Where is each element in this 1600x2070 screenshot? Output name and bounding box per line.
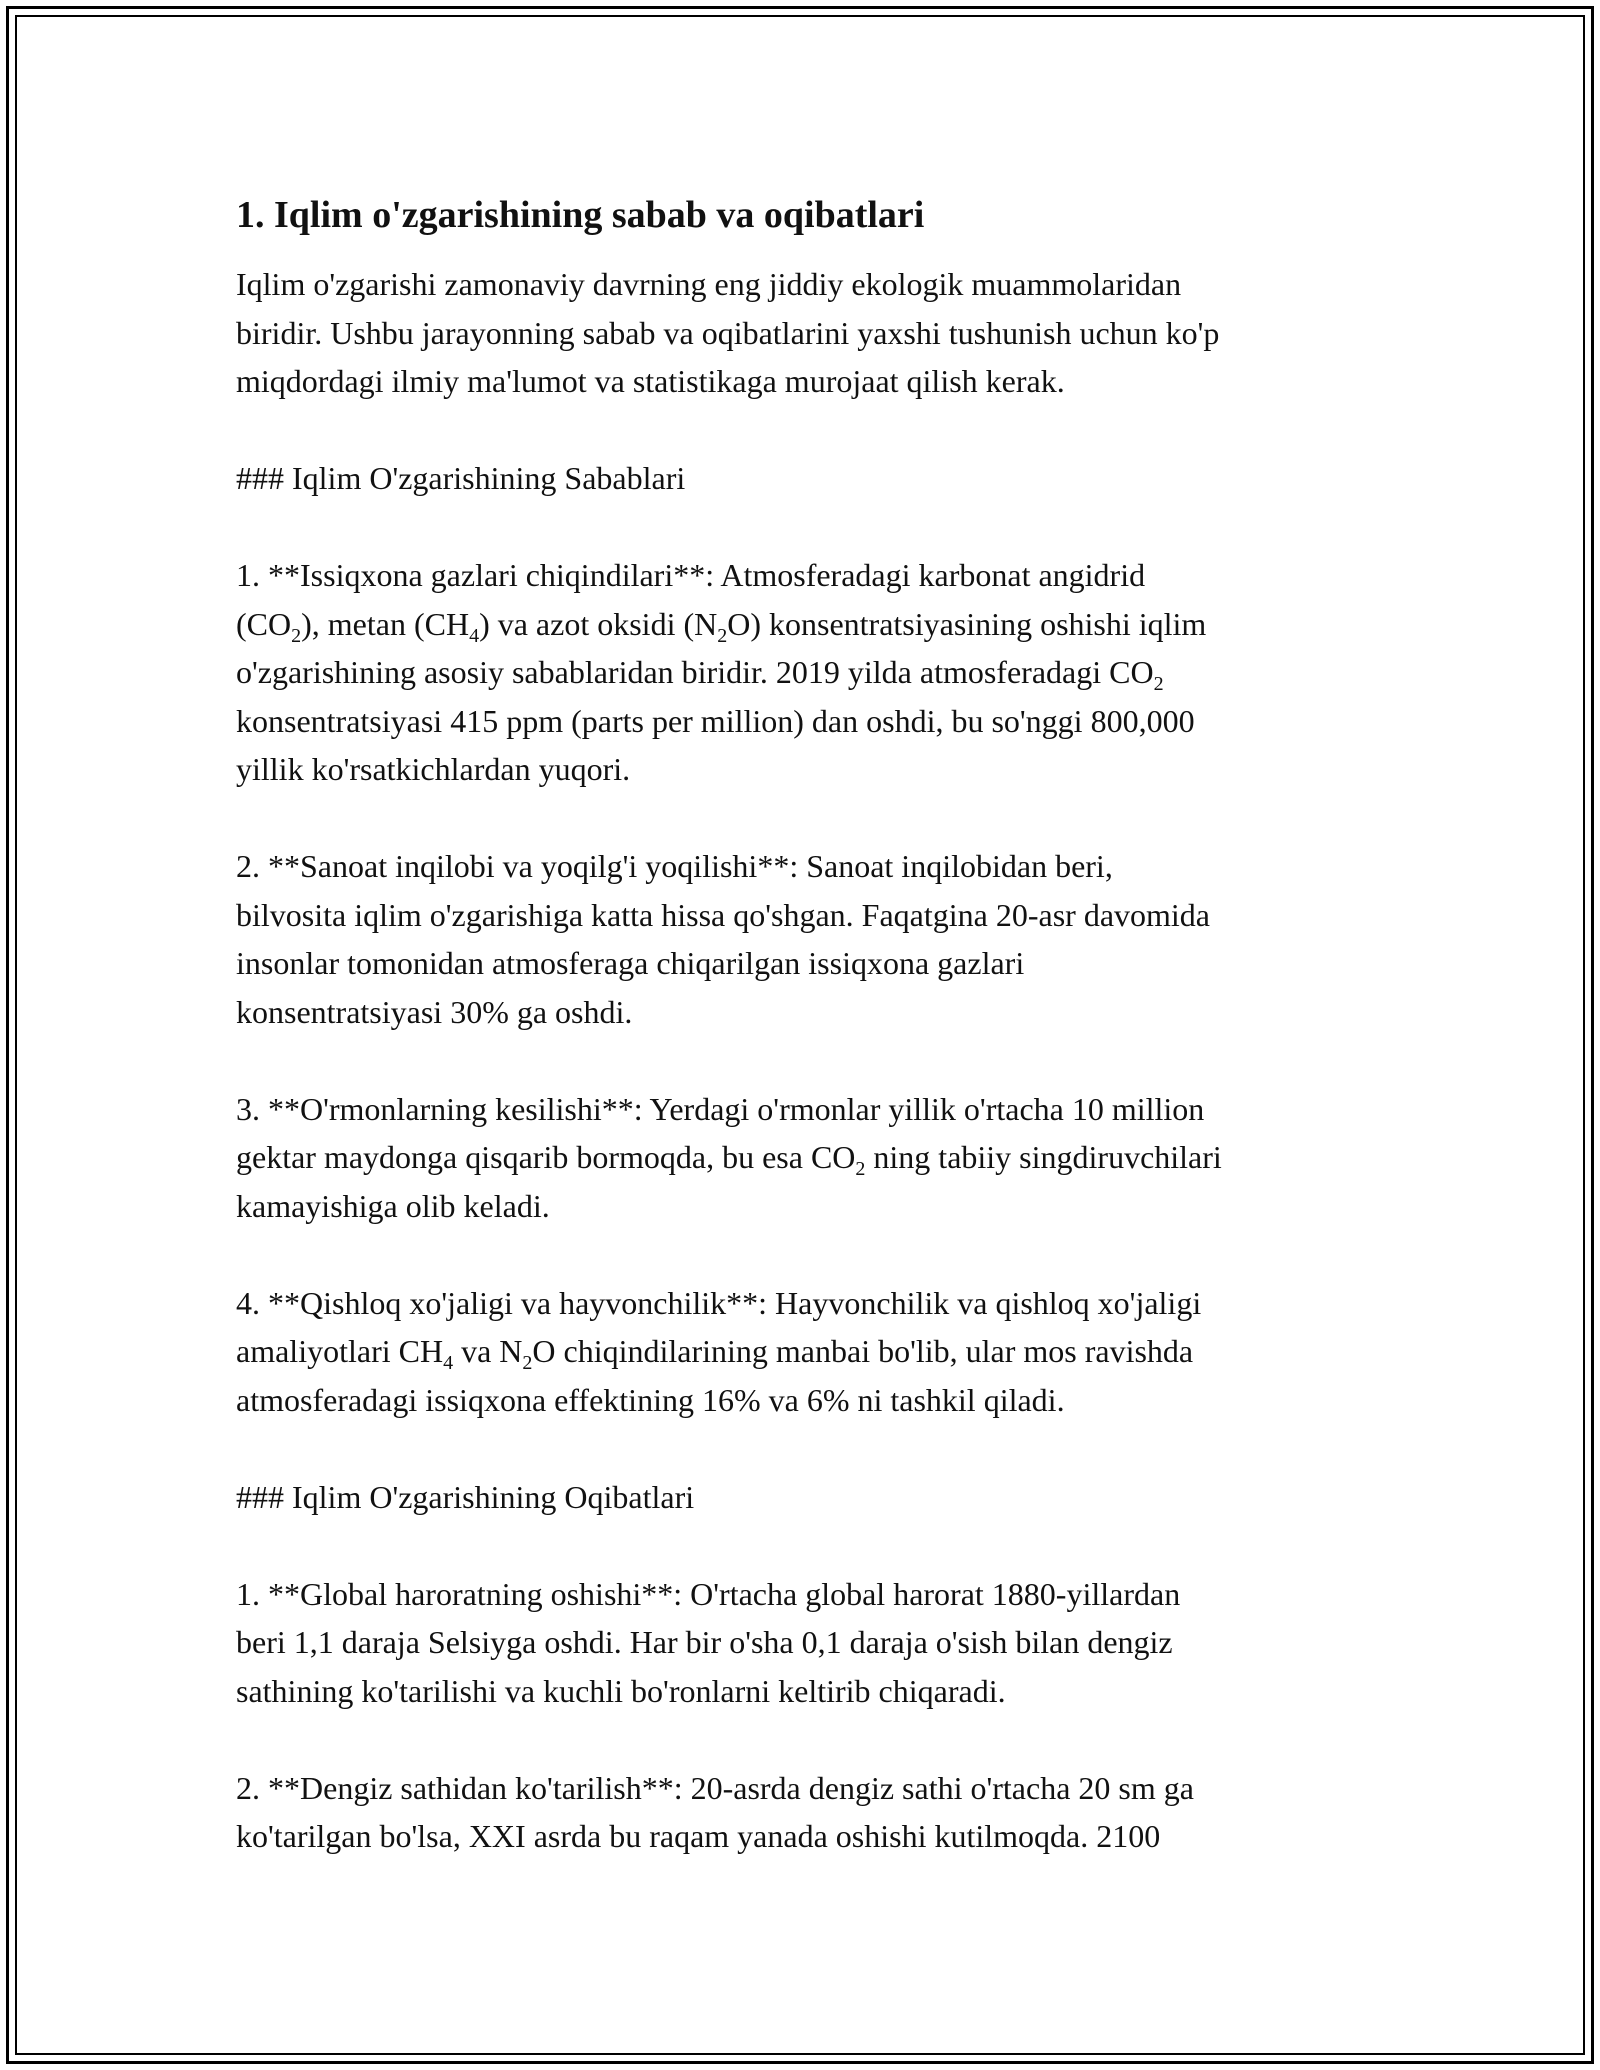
intro-line: miqdordagi ilmiy ma'lumot va statistikaga murojaat qilish kerak. — [236, 363, 1065, 399]
intro-line: Iqlim o'zgarishi zamonaviy davrning eng jiddiy ekologik muammolaridan — [236, 266, 1182, 302]
cause-line: gektar maydonga qisqarib bormoqda, bu esa $CO_2$ ning tabiiy singdiruvchilari — [236, 1139, 1222, 1180]
cause-line: bilvosita iqlim o'zgarishiga katta hissa qo'shgan. Faqatgina 20-asr davomida — [236, 896, 1210, 933]
cause-line: 4. **Qishloq xo'jaligi va hayvonchilik**: Hayvonchilik va qishloq xo'jaligi — [236, 1284, 1202, 1321]
intro-line: biridir. Ushbu jarayonning sabab va oqibatlarini yaxshi tushunish uchun ko'p — [236, 314, 1220, 351]
effect-line: 1. **Global haroratning oshishi**: O'rtacha global harorat 1880-yillardan — [236, 1575, 1181, 1612]
cause-item-2 — [236, 842, 1376, 1036]
cause-line: konsentratsiyasi 30% ga oshdi. — [236, 993, 633, 1030]
cause-line: insonlar tomonidan atmosferaga chiqarilgan issiqxona gazlari — [236, 945, 1025, 981]
causes-heading: ### Iqlim O'zgarishining Sabablari — [236, 460, 686, 496]
intro-paragraph — [236, 260, 1376, 406]
effect-item-2 — [236, 1764, 1376, 1861]
spacer — [236, 1036, 1376, 1085]
effect-line: ko'tarilgan bo'lsa, XXI asrda bu raqam yanada oshishi kutilmoqda. 2100 — [236, 1818, 1161, 1854]
spacer — [236, 1715, 1376, 1764]
spacer — [236, 1424, 1376, 1473]
cause-line: 1. **Issiqxona gazlari chiqindilari**: Atmosferadagi karbonat angidrid — [236, 557, 1146, 593]
cause-line: o'zgarishining asosiy sabablaridan biridir. 2019 yilda atmosferadagi $CO_2$ — [236, 654, 1164, 695]
effect-item-1 — [236, 1570, 1376, 1716]
cause-line: 3. **O'rmonlarning kesilishi**: Yerdagi o'rmonlar yillik o'rtacha 10 million — [236, 1090, 1205, 1127]
spacer — [236, 503, 1376, 552]
spacer — [236, 406, 1376, 455]
effects-heading: ### Iqlim O'zgarishining Oqibatlari — [236, 1478, 695, 1515]
effect-line: 2. **Dengiz sathidan ko'tarilish**: 20-asrda dengiz sathi o'rtacha 20 sm ga — [236, 1769, 1194, 1806]
cause-item-1 — [236, 551, 1376, 794]
spacer — [236, 1230, 1376, 1279]
cause-item-3 — [236, 1085, 1376, 1231]
cause-line: atmosferadagi issiqxona effektining 16% va 6% ni tashkil qiladi. — [236, 1381, 1065, 1418]
cause-line: kamayishiga olib keladi. — [236, 1187, 550, 1224]
cause-line: amaliyotlari $CH_4$ va $N_2O$ chiqindilarining manbai bo'lib, ular mos ravishda — [236, 1333, 1194, 1374]
cause-line: $(CO_2)$, metan $(CH_4)$ va azot oksidi $(N_2O)$ konsentratsiyasining oshishi iqlim — [236, 605, 1207, 647]
cause-line: 2. **Sanoat inqilobi va yoqilg'i yoqilishi**: Sanoat inqilobidan beri, — [236, 848, 1113, 884]
spacer — [236, 1521, 1376, 1570]
spacer — [236, 794, 1376, 843]
cause-line: yillik ko'rsatkichlardan yuqori. — [236, 751, 631, 787]
document-title: 1. Iqlim o'zgarishining sabab va oqibatlari — [236, 194, 925, 236]
cause-item-4 — [236, 1279, 1376, 1425]
cause-line: konsentratsiyasi 415 ppm (parts per million) dan oshdi, bu so'nggi 800,000 — [236, 702, 1195, 739]
effect-line: sathining ko'tarilishi va kuchli bo'ronlarni keltirib chiqaradi. — [236, 1672, 1006, 1709]
document-body — [236, 190, 1376, 1861]
effect-line: beri 1,1 daraja Selsiyga oshdi. Har bir o'sha 0,1 daraja o'sish bilan dengiz — [236, 1624, 1173, 1660]
